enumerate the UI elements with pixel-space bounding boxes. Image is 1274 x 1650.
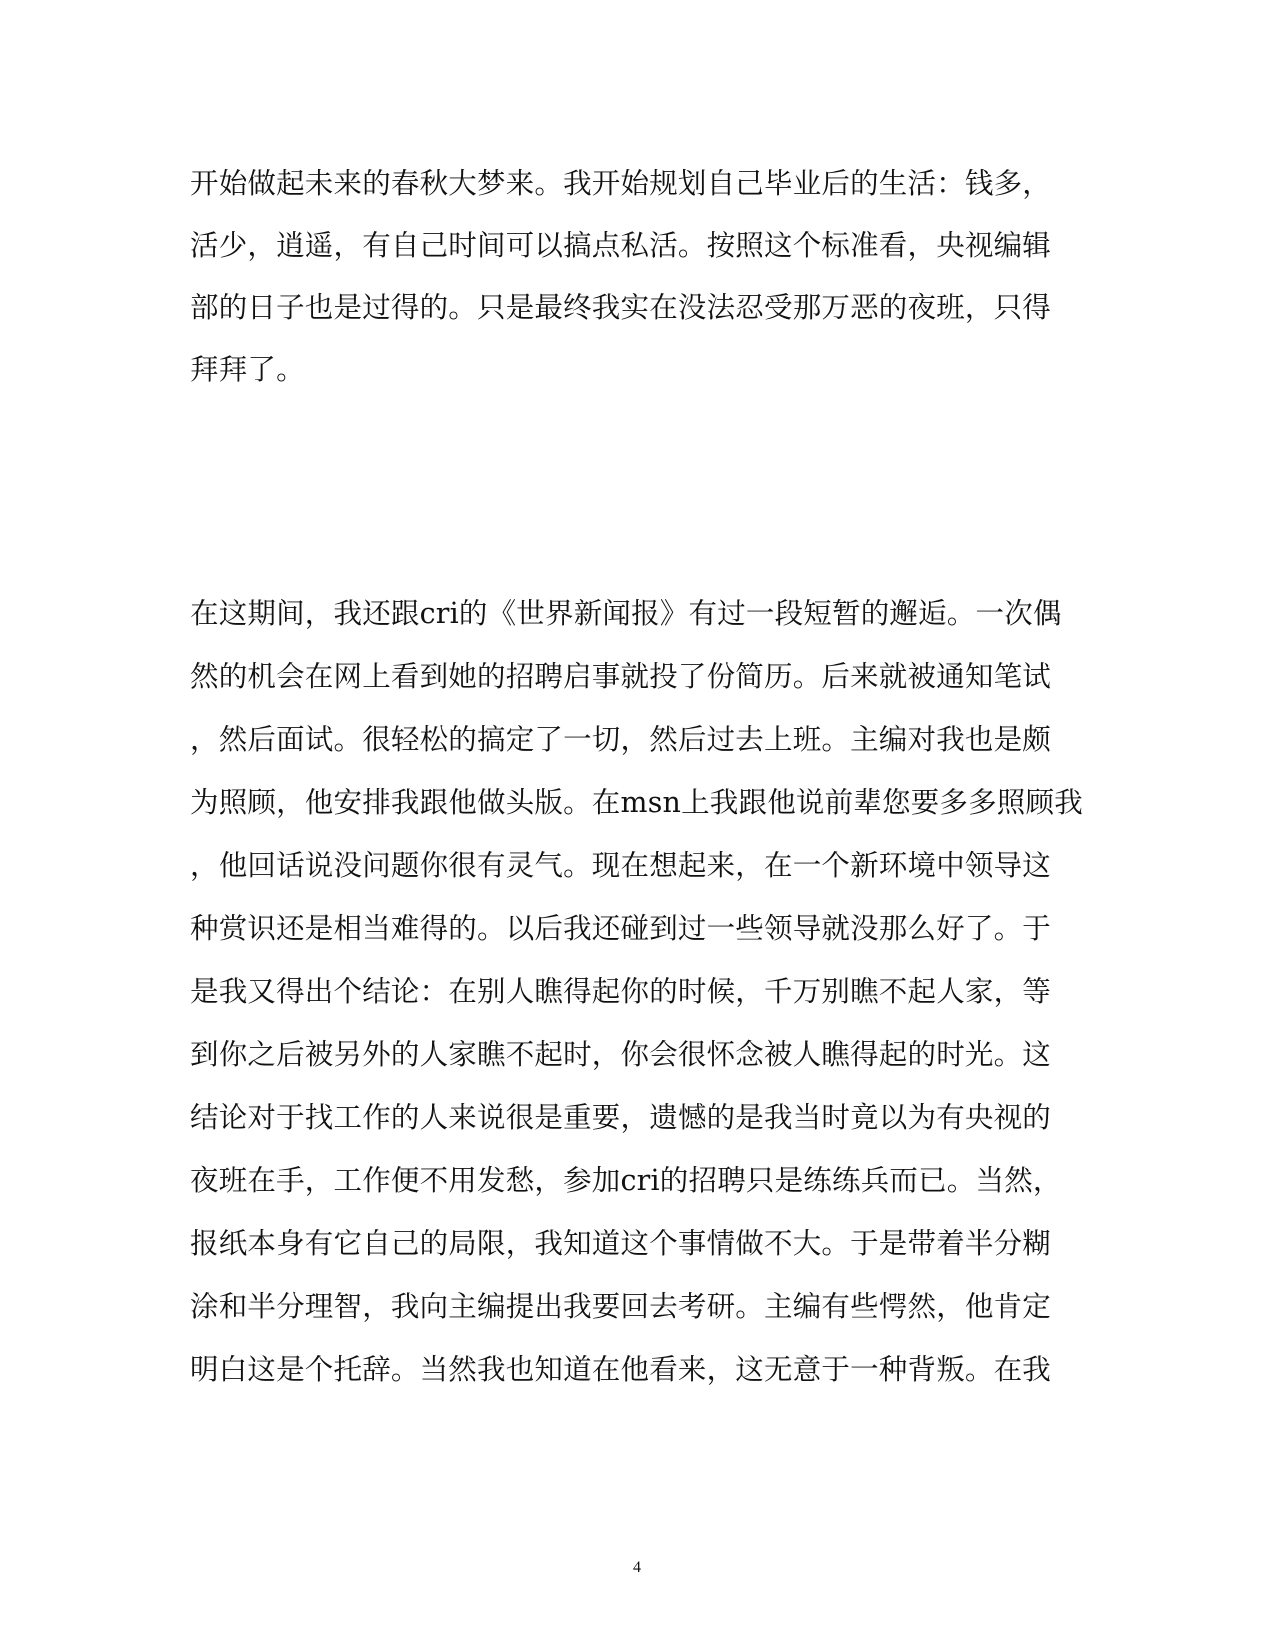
text-line: 种赏识还是相当难得的。以后我还碰到过一些领导就没那么好了。于: [190, 912, 1052, 945]
page-number: 4: [633, 1559, 641, 1576]
text-line: 明白这是个托辞。当然我也知道在他看来，这无意于一种背叛。在我: [190, 1353, 1052, 1386]
text-line: 结论对于找工作的人来说很是重要，遗憾的是我当时竟以为有央视的: [190, 1101, 1052, 1134]
text-line: 到你之后被另外的人家瞧不起时，你会很怀念被人瞧得起的时光。这: [190, 1038, 1052, 1071]
text-line: 是我又得出个结论：在别人瞧得起你的时候，千万别瞧不起人家，等: [190, 975, 1052, 1008]
text-line: 为照顾，他安排我跟他做头版。在msn上我跟他说前辈您要多多照顾我: [190, 786, 1083, 819]
text-line: 在这期间，我还跟cri的《世界新闻报》有过一段短暂的邂逅。一次偶: [190, 597, 1062, 630]
text-line: 开始做起未来的春秋大梦来。我开始规划自己毕业后的生活：钱多，: [190, 167, 1052, 200]
text-line: 报纸本身有它自己的局限，我知道这个事情做不大。于是带着半分糊: [190, 1227, 1052, 1260]
text-line: 拜拜了。: [190, 353, 305, 386]
text-line: 活少，逍遥，有自己时间可以搞点私活。按照这个标准看，央视编辑: [190, 229, 1052, 262]
text-line: ，他回话说没问题你很有灵气。现在想起来，在一个新环境中领导这: [190, 849, 1052, 882]
text-line: 夜班在手，工作便不用发愁，参加cri的招聘只是练练兵而已。当然，: [190, 1164, 1062, 1197]
text-line: 部的日子也是过得的。只是最终我实在没法忍受那万恶的夜班，只得: [190, 291, 1052, 324]
text-line: 涂和半分理智，我向主编提出我要回去考研。主编有些愕然，他肯定: [190, 1290, 1052, 1323]
text-line: ，然后面试。很轻松的搞定了一切，然后过去上班。主编对我也是颇: [190, 723, 1052, 756]
text-line: 然的机会在网上看到她的招聘启事就投了份简历。后来就被通知笔试: [190, 660, 1052, 693]
